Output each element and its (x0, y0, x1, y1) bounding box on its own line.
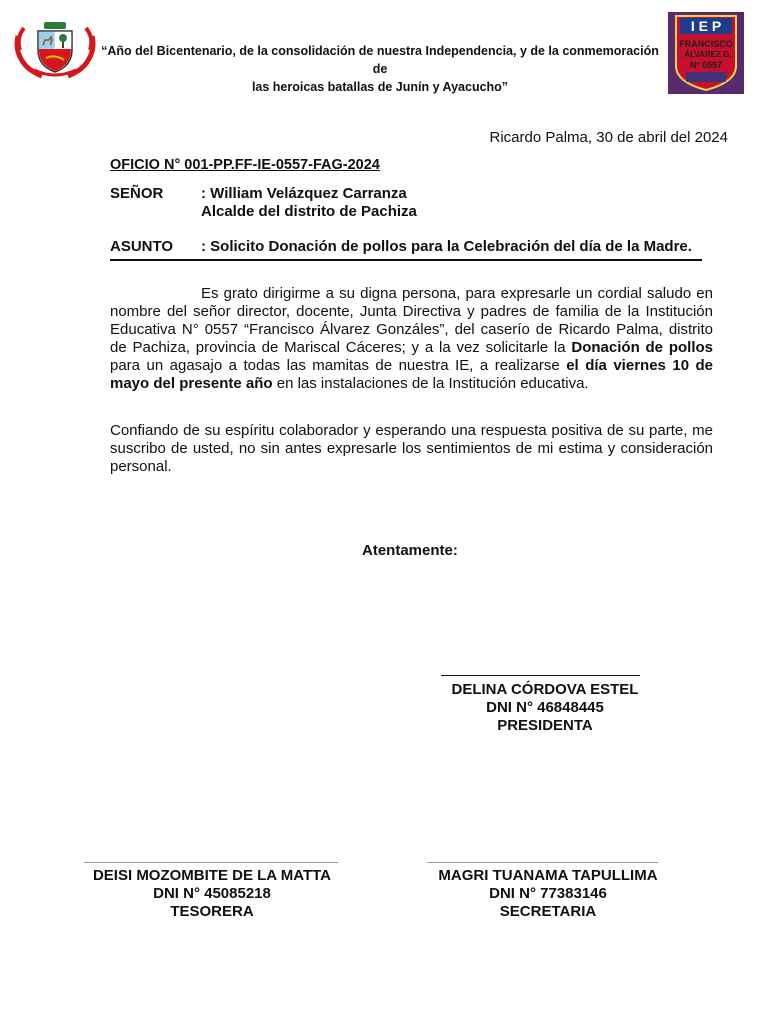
body-highlight-date: el día viernes 10 de mayo del presente año (110, 357, 714, 392)
signer-dni: DNI N° 45085218 (153, 885, 271, 902)
body-paragraph-1-text-b: para un agasajo a todas las mamitas de nuestra IE, a realizarse (110, 357, 560, 374)
signer-name: MAGRI TUANAMA TAPULLIMA (438, 867, 658, 884)
date-line: Ricardo Palma, 30 de abril del 2024 (489, 129, 728, 146)
signature-line-tesorera (84, 862, 338, 863)
body-paragraph-1-text-c: en las instalaciones de la Institución educativa. (276, 375, 589, 392)
body-paragraph-2: Confiando de su espíritu colaborador y esperando una respuesta positiva de su parte, me suscribo de usted, no sin antes expresarle los sentimientos de mi estima y consideración personal. (110, 422, 713, 475)
body-paragraph-1 (110, 285, 713, 393)
recipient-label: SEÑOR (110, 185, 164, 202)
school-logo-initials: I E P (690, 18, 722, 34)
signer-role: PRESIDENTA (497, 717, 593, 734)
motto-line-1: “Año del Bicentenario, de la consolidación de nuestra Independencia, y de la conmemoración de (101, 44, 659, 76)
motto-line-2: las heroicas batallas de Junín y Ayacucho” (251, 80, 509, 94)
school-logo-number: Nº 0557 (689, 60, 723, 70)
subject-text: : Solicito Donación de pollos para la Celebración del día de la Madre. (201, 238, 692, 255)
closing-text: Atentamente: (362, 542, 458, 559)
school-logo-icon (668, 12, 744, 94)
signature-line-secretaria (427, 862, 658, 863)
signature-block-secretaria (428, 867, 668, 921)
recipient-title: Alcalde del distrito de Pachiza (201, 203, 417, 220)
signature-block-tesorera (82, 867, 342, 921)
document-reference: OFICIO N° 001-PP.FF-IE-0557-FAG-2024 (110, 157, 380, 173)
signature-block-presidenta (440, 681, 650, 735)
school-logo-surname: ÁLVAREZ G. (684, 50, 732, 59)
signature-line-presidenta (441, 675, 640, 676)
subject-label: ASUNTO (110, 238, 174, 255)
subject-divider (110, 259, 702, 261)
recipient-name: : William Velázquez Carranza (201, 185, 407, 202)
peru-coat-of-arms-icon (12, 18, 98, 82)
signer-dni: DNI N° 77383146 (489, 885, 607, 902)
signer-name: DEISI MOZOMBITE DE LA MATTA (92, 867, 332, 884)
school-logo-name: FRANCISCO (679, 39, 733, 49)
body-paragraph-1-text-a: Es grato dirigirme a su digna persona, para expresarle un cordial saludo en nombre del señor director, docente, Junta Directiva y padres de familia de la Institución Educativa N° 0557 “Francisco Álvarez Gonzáles”, del caserío de Ricardo Palma, distrito de Pachiza, provincia de Mariscal Cáceres; y a la vez solicitarle la (110, 285, 713, 356)
body-highlight-donation: Donación de pollos (571, 339, 713, 356)
signer-name: DELINA CÓRDOVA ESTEL (451, 681, 639, 698)
signer-role: TESORERA (170, 903, 254, 920)
signer-dni: DNI N° 46848445 (486, 699, 604, 716)
motto-banner (100, 42, 660, 96)
signer-role: SECRETARIA (499, 903, 597, 920)
